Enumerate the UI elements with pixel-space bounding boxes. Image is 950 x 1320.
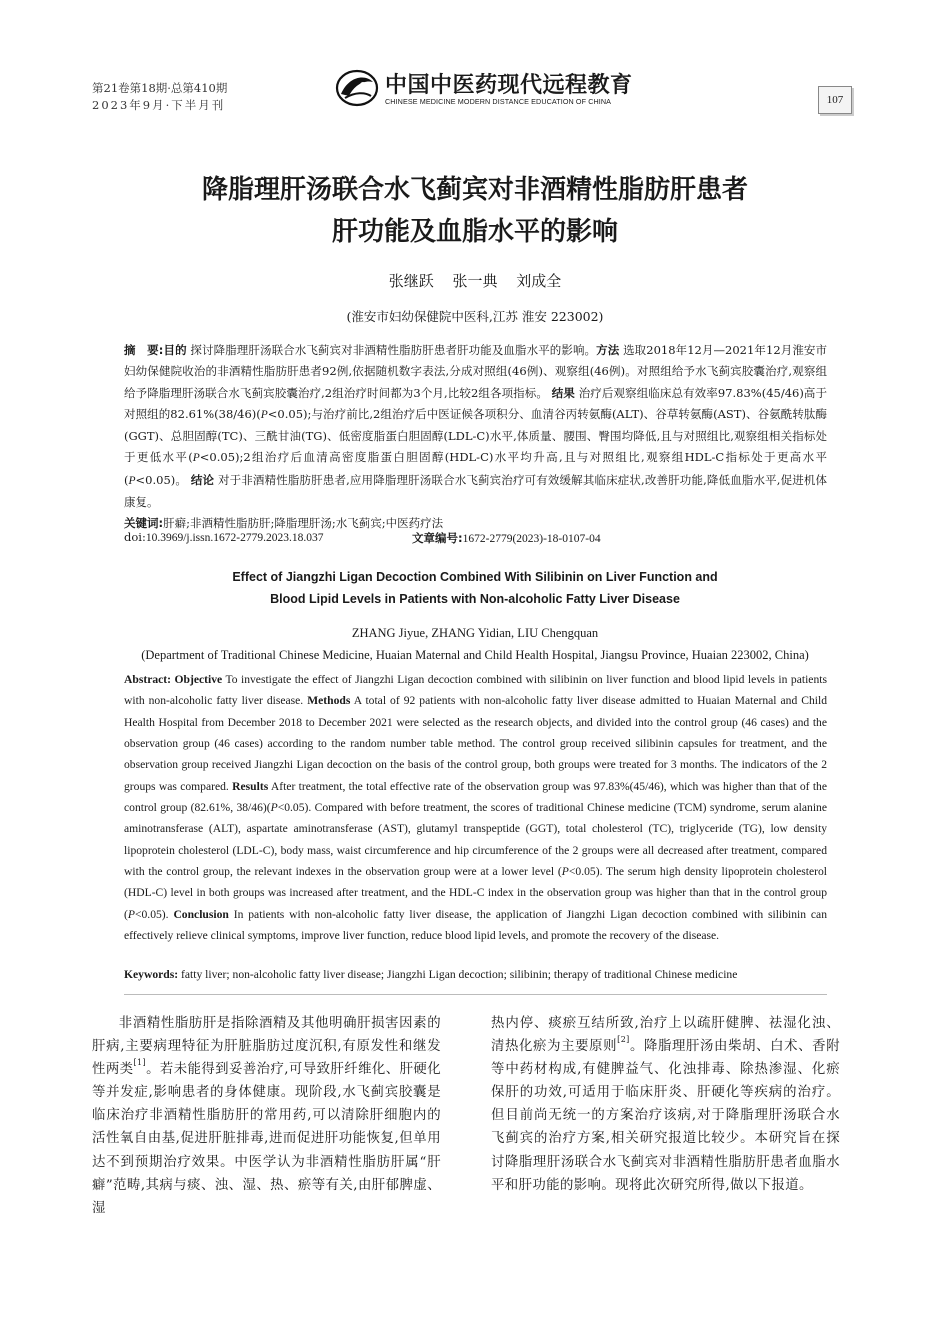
objective-label: 目的 (163, 343, 187, 357)
en-conclusion-text: In patients with non-alcoholic fatty liver disease, the application of Jiangzhi Ligan decoction combined with silibinin can effectively relieve clinical symptoms, improve liver function, reduce blood lipid levels, and promote the recovery of the disease. (124, 907, 828, 943)
conclusion-label: 结论 (190, 472, 215, 487)
english-title (90, 566, 860, 610)
p-value-symbol: P (192, 452, 200, 465)
journal-emblem-icon (335, 68, 379, 108)
abstract-en (124, 669, 827, 946)
results-text: <0.05);2组治疗后血清高密度脂蛋白胆固醇(HDL-C)水平均升高,且与对照组比,观察组HDL-C指标处于更高水平( (124, 450, 827, 487)
en-objective-text: To investigate the effect of Jiangzhi Ligan decoction combined with silibinin on liver function and blood lipid levels in patients with non-alcoholic fatty liver disease. (124, 673, 827, 708)
methods-label: 方法 (596, 343, 620, 357)
abstract-label: 摘 要: (124, 343, 164, 357)
objective-text: 探讨降脂理肝汤联合水飞蓟宾对非酒精性脂肪肝患者肝功能及血脂水平的影响。 (190, 343, 597, 357)
body-column-right (491, 1012, 840, 1197)
results-text: 治疗后观察组临床总有效率97.83%(45/46)高于对照组的82.61%(38/46)( (124, 385, 828, 421)
english-authors: ZHANG Jiyue, ZHANG Yidian, LIU Chengquan (351, 626, 599, 640)
english-title-line-1: Effect of Jiangzhi Ligan Decoction Combined With Silibinin on Liver Function and (232, 570, 718, 584)
article-no-value: 1672-2779(2023)-18-0107-04 (462, 533, 601, 545)
en-keywords-label: Keywords: (124, 968, 179, 981)
issue-line: 第21卷第18期·总第410期 (92, 81, 228, 95)
en-methods-label: Methods (307, 694, 351, 708)
p-value-symbol: P (270, 801, 278, 815)
en-keywords-text: fatty liver; non-alcoholic fatty liver disease; Jiangzhi Ligan decoction; silibinin; therapy of traditional Chinese medicine (181, 968, 738, 981)
abstract-zh (124, 340, 827, 535)
date-line: 2023年9月·下半月刊 (92, 98, 226, 112)
en-results-text: After treatment, the total effective rate of the observation group was 97.83%(45/46), which was higher than that of the control group (82.61%, 38/46)( (124, 779, 827, 815)
title-line-2: 肝功能及血脂水平的影响 (331, 217, 618, 247)
conclusion-text: 对于非酒精性脂肪肝患者,应用降脂理肝汤联合水飞蓟宾治疗可有效缓解其临床症状,改善肝功能,降低血脂水平,促进机体康复。 (124, 472, 828, 510)
english-affiliation: (Department of Traditional Chinese Medicine, Huaian Maternal and Child Health Hospital, Jiangsu Province, Huaian 223002, China) (141, 648, 809, 662)
methods-text: 选取2018年12月—2021年12月淮安市妇幼保健院收治的非酒精性脂肪肝患者92例,依据随机数字表法,分成对照组(46例)、观察组(46例)。对照组给予水飞蓟宾胶囊治疗,观察组给予降脂理肝汤联合水飞蓟宾胶囊治疗,2组治疗时间都为3个月,比较2组各项指标。 (124, 343, 828, 400)
body-paragraph: 。若未能得到妥善治疗,可导致肝纤维化、肝硬化等并发症,影响患者的身体健康。现阶段,水飞蓟宾胶囊是临床治疗非酒精性脂肪肝的常用药,可以清除肝细胞内的活性氧自由基,促进肝脏排毒,进而促进肝功能恢复,但单用达不到预期治疗效果。中医学认为非酒精性脂肪肝属“肝癖”范畴,其病与痰、浊、湿、热、瘀等有关,由肝郁脾虚、湿 (92, 1062, 442, 1216)
en-results-text: <0.05). Compared with before treatment, the scores of traditional Chinese medicine (TCM) syndrome, serum alanine aminotransferase (ALT), aspartate aminotransferase (AST), glutamyl transpeptide (GGT), total cholesterol (TC), triglyceride (TG), low density lipoprotein cholesterol (LDL-C), body mass, waist circumference and hip circumference of the 2 groups were all decreased after treatment, compared with the control group, the relevant indexes in the observation group were at a lower level ( (124, 801, 827, 879)
section-divider (124, 994, 827, 995)
p-value-symbol: P (260, 408, 268, 421)
journal-logo (335, 66, 635, 116)
en-objective-label: Objective (174, 673, 223, 686)
reference-2[interactable]: [2] (617, 1035, 630, 1045)
doi-label: doi: (124, 530, 146, 544)
doi-line (124, 530, 827, 544)
article-no-label: 文章编号: (412, 531, 463, 545)
en-conclusion-label: Conclusion (173, 907, 229, 921)
body-paragraph: 热内停、痰瘀互结所致,治疗上以疏肝健脾、祛湿化浊、清热化瘀为主要原则 (491, 1016, 840, 1055)
english-keywords (124, 968, 827, 981)
results-text: <0.05);与治疗前比,2组治疗后中医证候各项积分、血清谷丙转氨酶(ALT)、谷草转氨酶(AST)、谷氨酰转肽酶(GGT)、总胆固醇(TC)、三酰甘油(TG)、低密度脂蛋白胆固醇(LDL-C)水平,体质量、腰围、臀围均降低,且与对照组比,观察组相关指标处于更低水平( (124, 406, 828, 465)
en-results-text: <0.05). (134, 907, 169, 921)
results-text: <0.05)。 (135, 472, 188, 487)
results-label: 结果 (551, 385, 575, 400)
journal-name-en: CHINESE MEDICINE MODERN DISTANCE EDUCATION OF CHINA (385, 97, 612, 106)
title-line-1: 降脂理肝汤联合水飞蓟宾对非酒精性脂肪肝患者 (201, 175, 748, 205)
body-paragraph: 非酒精性脂肪肝是指除酒精及其他明确肝损害因素的肝病,主要病理特征为肝脏脂肪过度沉积,有原发性和继发性两类 (92, 1016, 441, 1078)
en-results-label: Results (232, 779, 269, 793)
p-value-symbol: P (561, 865, 569, 879)
body-column-left (92, 1012, 441, 1220)
doi-value: 10.3969/j.issn.1672-2779.2023.18.037 (145, 532, 324, 544)
en-abstract-label: Abstract: (124, 673, 172, 686)
journal-name-zh: 中国中医药现代远程教育 (385, 73, 633, 98)
keywords-label: 关键词: (124, 516, 164, 531)
en-results-text: <0.05). The serum high density lipoprotein cholesterol (HDL-C) level in both groups was increased after treatment, and the HDL-C index in the observation group was higher than that in the control group ( (124, 865, 828, 921)
body-paragraph: 。降脂理肝汤由柴胡、白术、香附等中药材构成,有健脾益气、化浊排毒、除热渗湿、化瘀保肝的功效,可适用于临床肝炎、肝硬化等疾病的治疗。但目前尚无统一的方案治疗该病,对于降脂理肝汤联合水飞蓟宾的治疗方案,相关研究报道比较少。本研究旨在探讨降脂理肝汤联合水飞蓟宾对非酒精性脂肪肝患者血脂水平和肝功能的影响。现将此次研究所得,做以下报道。 (491, 1039, 840, 1193)
reference-1[interactable]: [1] (133, 1058, 147, 1068)
p-value-symbol: P (128, 474, 136, 487)
keywords-text: 肝癖;非酒精性脂肪肝;降脂理肝汤;水飞蓟宾;中医药疗法 (163, 516, 444, 531)
english-title-line-2: Blood Lipid Levels in Patients with Non-alcoholic Fatty Liver Disease (270, 592, 680, 606)
en-methods-text: A total of 92 patients with non-alcoholic fatty liver disease admitted to Huaian Maternal and Child Health Hospital from December 2018 to December 2021 were selected as the research objects, and divided into the control group (46 cases) and the observation group (46 cases) according to the random number table method. The control group received silibinin capsules for treatment, and the observation group received Jiangzhi Ligan decoction on the basis of the control group, both groups were treated for 3 months. The indicators of the 2 groups was compared. (124, 694, 827, 793)
issue-info (92, 80, 227, 114)
authors: 张继跃 张一典 刘成全 (388, 272, 562, 290)
page-number: 107 (818, 86, 852, 114)
p-value-symbol: P (127, 907, 135, 921)
affiliation: (淮安市妇幼保健院中医科,江苏 淮安 223002) (346, 309, 604, 324)
